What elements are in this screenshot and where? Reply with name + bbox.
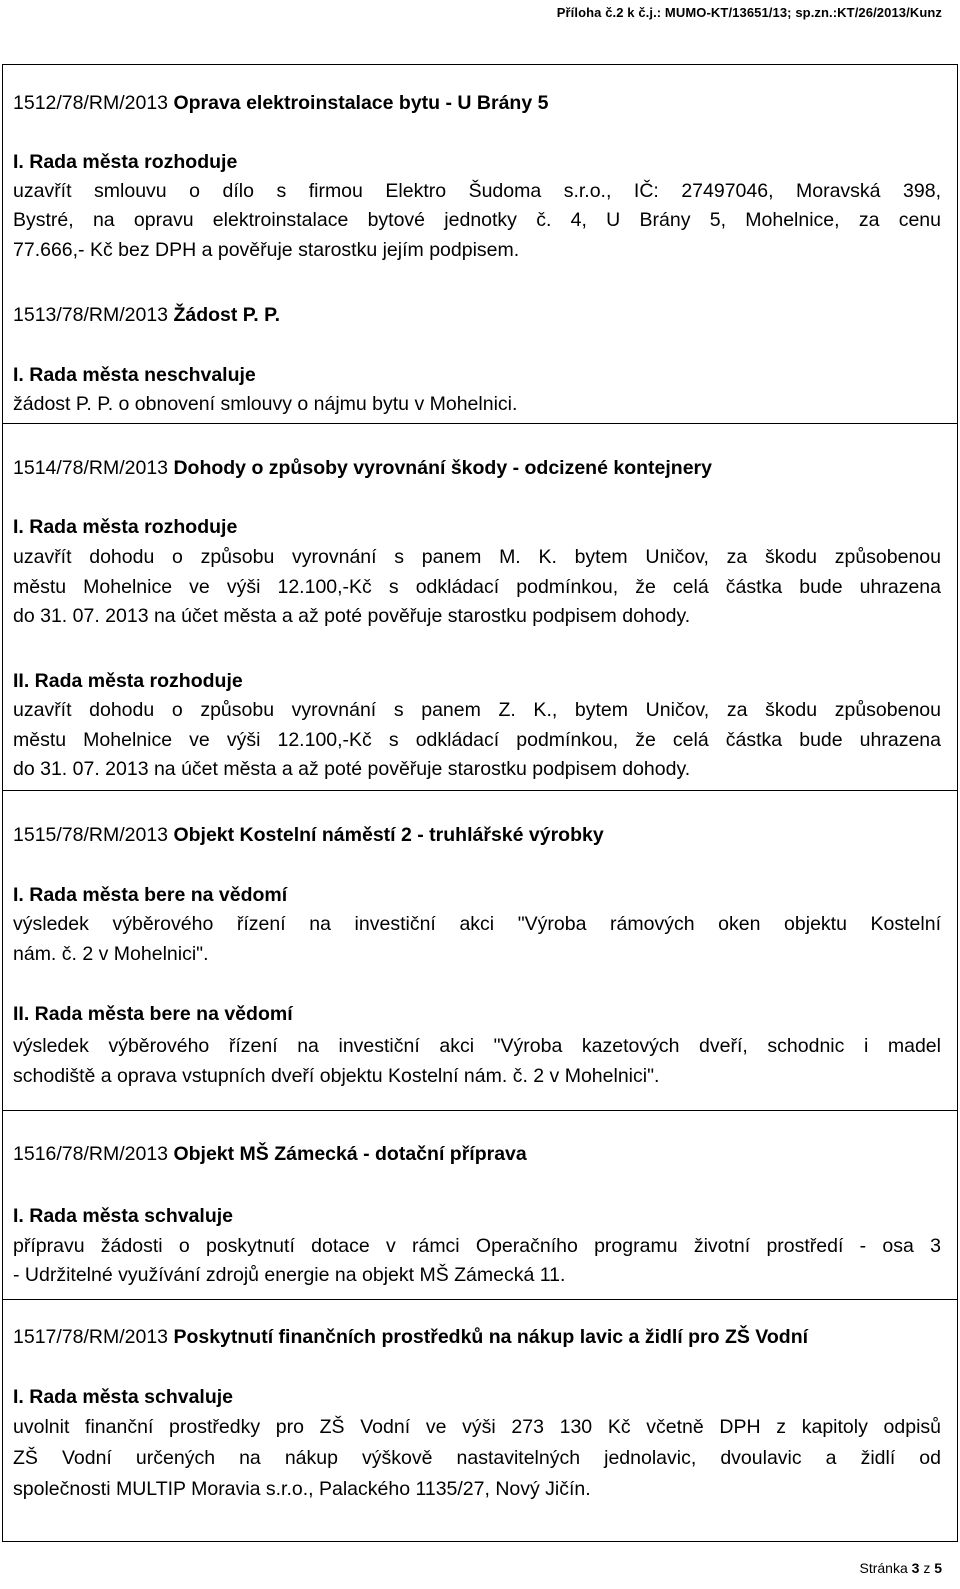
- item-title: [13, 457, 712, 480]
- footer-middle: z: [923, 1560, 931, 1576]
- decision-heading: I. Rada města schvaluje: [13, 1205, 234, 1227]
- item-subject: Objekt MŠ Zámecká - dotační příprava: [173, 1143, 527, 1165]
- item-number: 1513/78/RM/2013: [13, 304, 169, 326]
- section-divider: [2, 1110, 958, 1111]
- item-title: [13, 92, 548, 115]
- decision-text-line: ZŠ Vodní určených na nákup výškově nastavitelných jednolavic, dvoulavic a židlí od: [13, 1447, 941, 1469]
- decision-text-line: do 31. 07. 2013 na účet města a až poté pověřuje starostku podpisem dohody.: [13, 758, 691, 780]
- section-divider: [2, 790, 958, 791]
- decision-heading: I. Rada města neschvaluje: [13, 364, 256, 386]
- decision-heading: II. Rada města bere na vědomí: [13, 1003, 293, 1025]
- item-number: 1516/78/RM/2013: [13, 1143, 169, 1165]
- item-number: 1512/78/RM/2013: [13, 92, 169, 114]
- decision-text-line: - Udržitelné využívání zdrojů energie na objekt MŠ Zámecká 11.: [13, 1264, 566, 1286]
- decision-text-line: žádost P. P. o obnovení smlouvy o nájmu bytu v Mohelnici.: [13, 393, 518, 415]
- decision-heading: II. Rada města rozhoduje: [13, 670, 243, 692]
- item-title: [13, 824, 604, 847]
- section-divider: [2, 1299, 958, 1300]
- decision-text-line: uzavřít dohodu o způsobu vyrovnání s panem M. K. bytem Uničov, za škodu způsobenou: [13, 546, 941, 568]
- item-number: 1517/78/RM/2013: [13, 1326, 169, 1348]
- footer-total-pages: 5: [934, 1560, 942, 1576]
- item-subject: Objekt Kostelní náměstí 2 - truhlářské výrobky: [173, 824, 604, 846]
- item-title: [13, 1143, 527, 1166]
- item-number: 1515/78/RM/2013: [13, 824, 169, 846]
- footer-current-page: 3: [911, 1560, 920, 1576]
- decision-text-line: 77.666,- Kč bez DPH a pověřuje starostku jejím podpisem.: [13, 239, 520, 261]
- item-title: [13, 304, 280, 327]
- item-subject: Oprava elektroinstalace bytu - U Brány 5: [173, 92, 549, 114]
- decision-heading: I. Rada města schvaluje: [13, 1386, 234, 1408]
- item-number: 1514/78/RM/2013: [13, 457, 169, 479]
- item-subject: Dohody o způsoby vyrovnání škody - odcizené kontejnery: [173, 457, 712, 479]
- decision-text-line: Bystré, na opravu elektroinstalace bytové jednotky č. 4, U Brány 5, Mohelnice, za cenu: [13, 209, 941, 231]
- document-frame: [2, 64, 958, 1542]
- decision-text-line: výsledek výběrového řízení na investiční akci "Výroba kazetových dveří, schodnic i madel: [13, 1035, 941, 1057]
- page-footer: [859, 1560, 942, 1576]
- decision-text-line: do 31. 07. 2013 na účet města a až poté pověřuje starostku podpisem dohody.: [13, 605, 691, 627]
- decision-heading: I. Rada města rozhoduje: [13, 516, 238, 538]
- footer-prefix: Stránka: [859, 1560, 908, 1576]
- section-divider: [2, 423, 958, 424]
- decision-text-line: městu Mohelnice ve výši 12.100,-Kč s odkládací podmínkou, že celá částka bude uhrazena: [13, 576, 941, 598]
- item-subject: Poskytnutí finančních prostředků na nákup lavic a židlí pro ZŠ Vodní: [173, 1326, 809, 1348]
- decision-text-line: nám. č. 2 v Mohelnici".: [13, 943, 209, 965]
- item-title: [13, 1326, 808, 1349]
- page-header-reference: Příloha č.2 k č.j.: MUMO-KT/13651/13; sp.zn.:KT/26/2013/Kunz: [556, 5, 942, 20]
- decision-text-line: uzavřít dohodu o způsobu vyrovnání s panem Z. K., bytem Uničov, za škodu způsobenou: [13, 699, 941, 721]
- item-subject: Žádost P. P.: [173, 304, 281, 326]
- decision-text-line: uvolnit finanční prostředky pro ZŠ Vodní ve výši 273 130 Kč včetně DPH z kapitoly odpisů: [13, 1416, 941, 1438]
- decision-text-line: uzavřít smlouvu o dílo s firmou Elektro Šudoma s.r.o., IČ: 27497046, Moravská 398,: [13, 180, 941, 202]
- decision-heading: I. Rada města rozhoduje: [13, 151, 238, 173]
- decision-heading: I. Rada města bere na vědomí: [13, 884, 288, 906]
- decision-text-line: výsledek výběrového řízení na investiční akci "Výroba rámových oken objektu Kostelní: [13, 913, 941, 935]
- decision-text-line: schodiště a oprava vstupních dveří objektu Kostelní nám. č. 2 v Mohelnici".: [13, 1065, 660, 1087]
- decision-text-line: přípravu žádosti o poskytnutí dotace v rámci Operačního programu životní prostředí - osa 3: [13, 1235, 941, 1257]
- decision-text-line: společnosti MULTIP Moravia s.r.o., Palackého 1135/27, Nový Jičín.: [13, 1478, 591, 1500]
- decision-text-line: městu Mohelnice ve výši 12.100,-Kč s odkládací podmínkou, že celá částka bude uhrazena: [13, 729, 941, 751]
